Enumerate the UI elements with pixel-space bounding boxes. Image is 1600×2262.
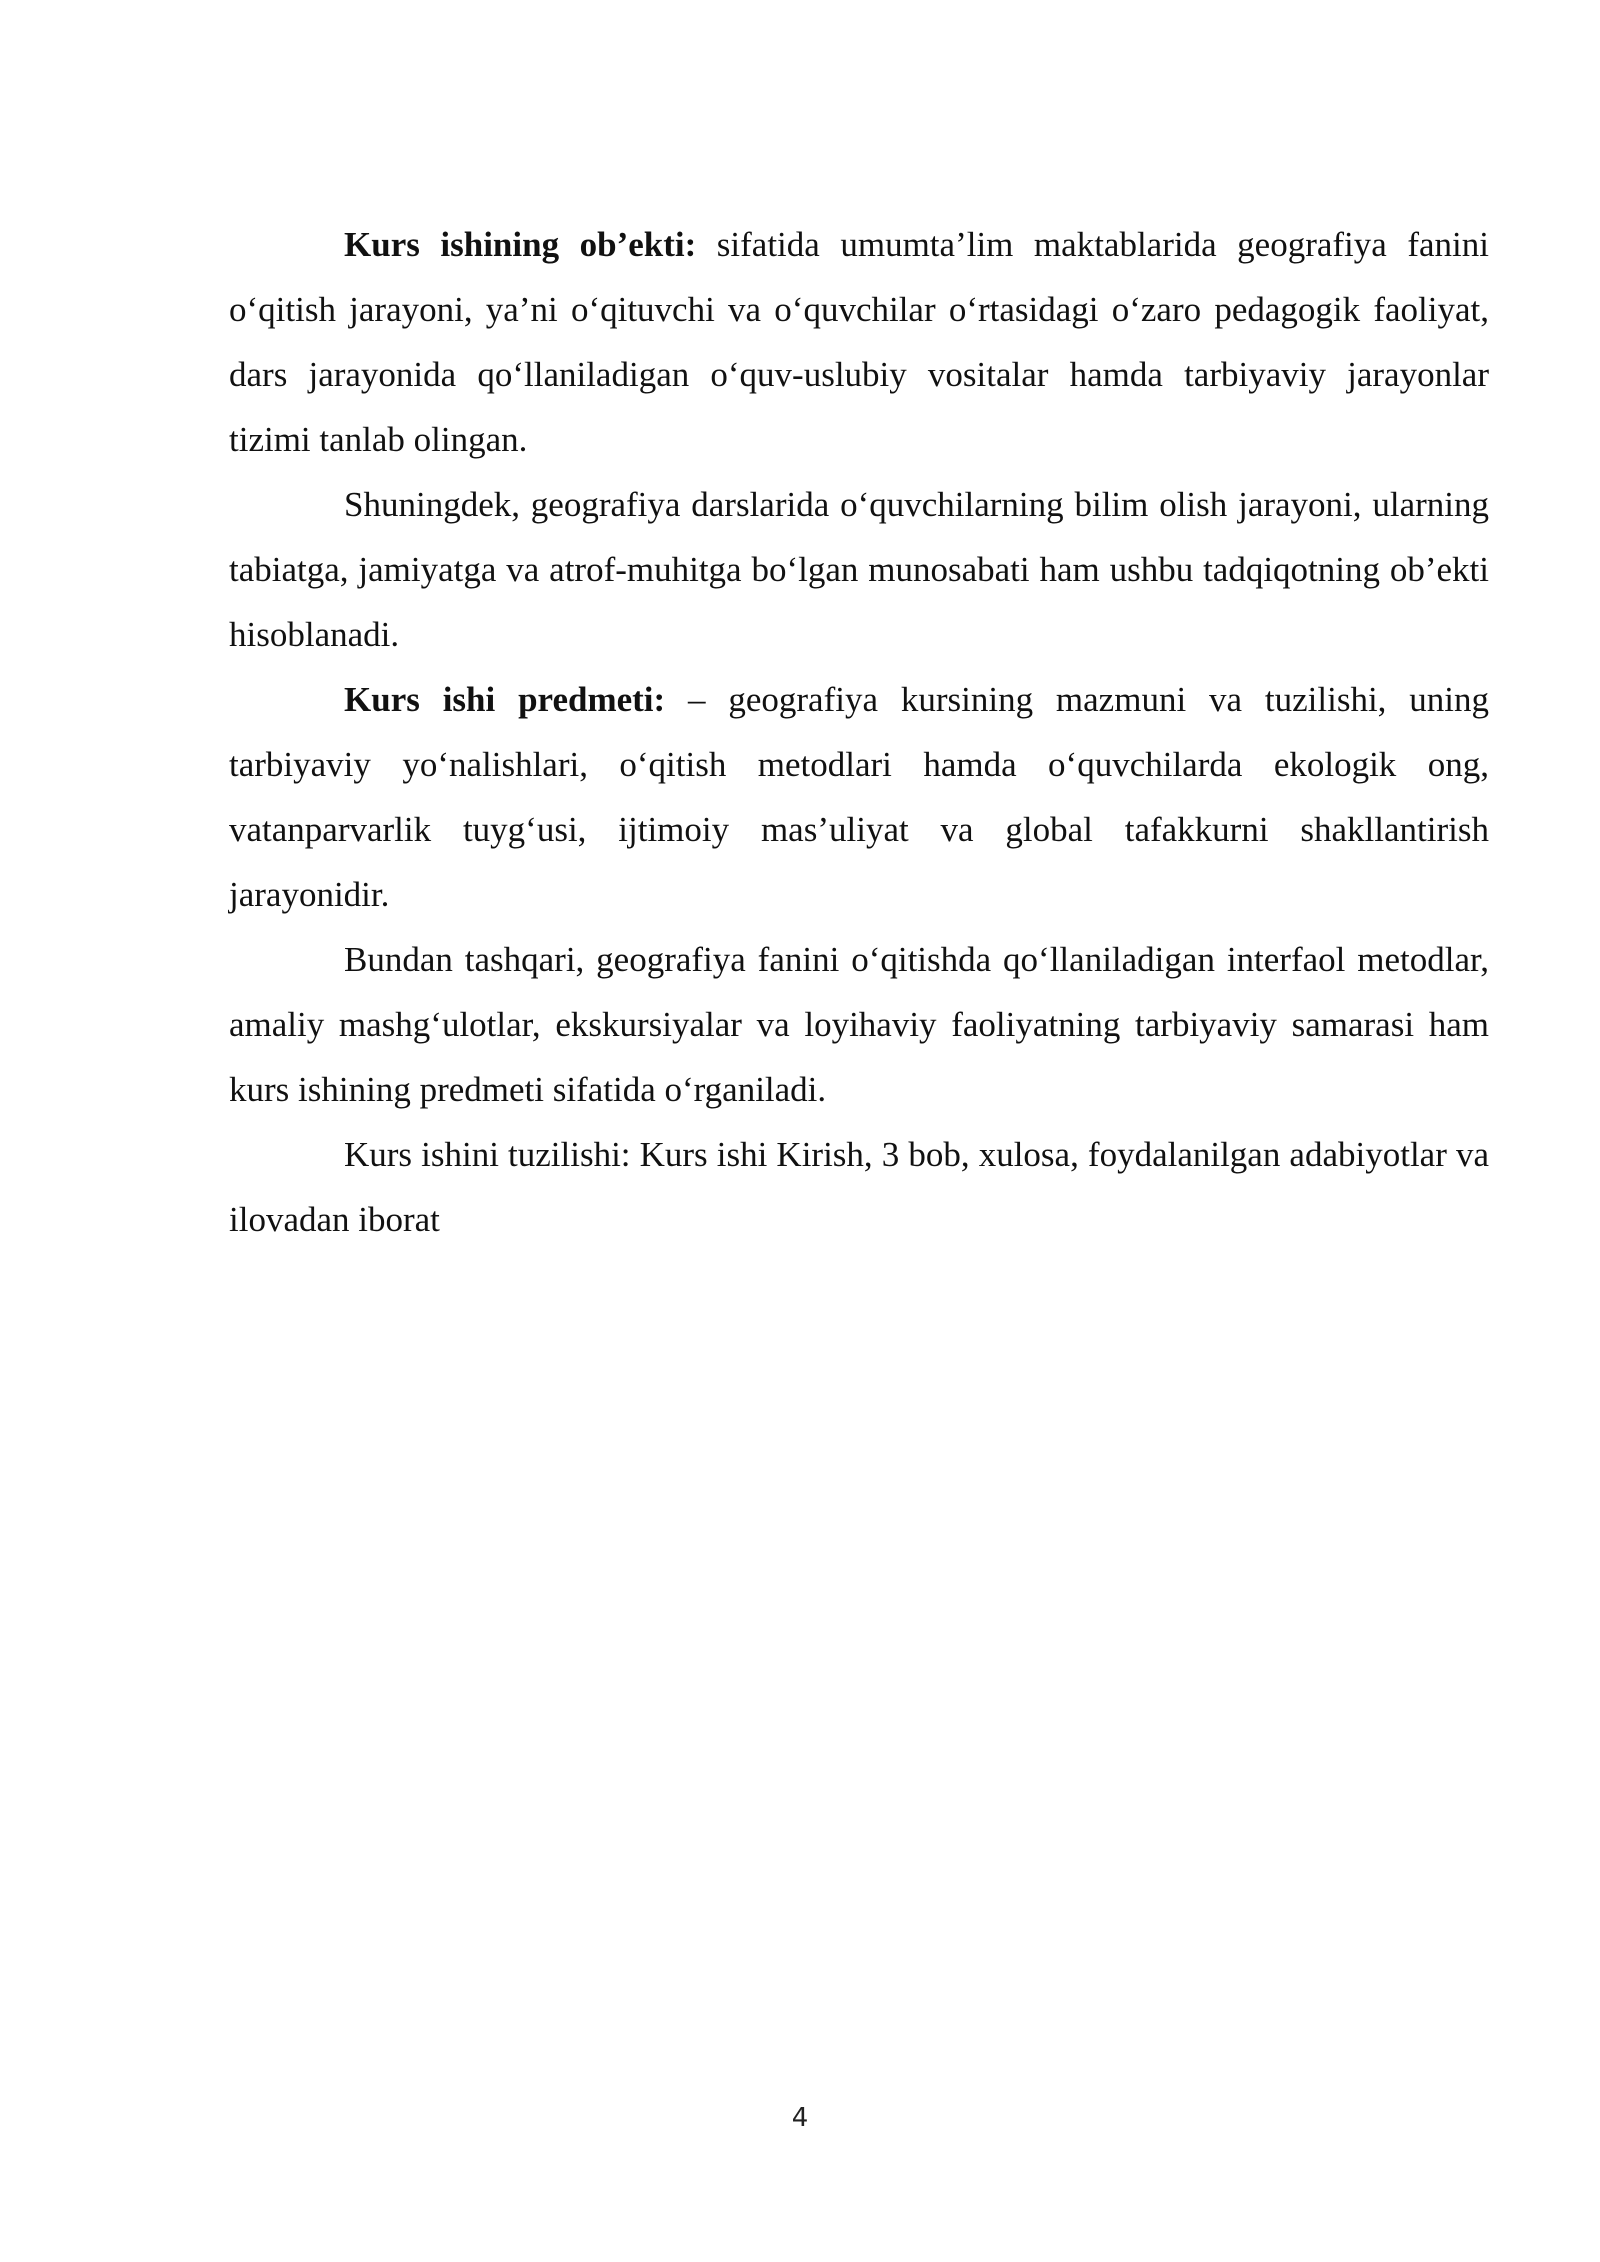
document-body bbox=[229, 212, 1489, 1252]
paragraph-object-heading: Kurs ishining ob’ekti: bbox=[344, 225, 697, 264]
paragraph-structure-text: Kurs ishini tuzilishi: Kurs ishi Kirish, 3 bob, xulosa, foydalanilgan adabiyotlar va ilovadan iborat bbox=[229, 1135, 1489, 1239]
paragraph-object bbox=[229, 212, 1489, 472]
paragraph-subject bbox=[229, 667, 1489, 927]
paragraph-subject-heading: Kurs ishi predmeti: bbox=[344, 680, 666, 719]
paragraph-structure bbox=[229, 1122, 1489, 1252]
paragraph-subject-continued bbox=[229, 927, 1489, 1122]
paragraph-subject-continued-text: Bundan tashqari, geografiya fanini o‘qitishda qo‘llaniladigan interfaol metodlar, amaliy mashg‘ulotlar, ekskursiyalar va loyihaviy faoliyatning tarbiyaviy samarasi ham kurs ishining predmeti sifatida o‘rganiladi. bbox=[229, 940, 1489, 1109]
paragraph-object-text: sifatida umumta’lim maktablarida geografiya fanini o‘qitish jarayoni, ya’ni o‘qituvchi va o‘quvchilar o‘rtasidagi o‘zaro pedagogik faoliyat, dars jarayonida qo‘llaniladigan o‘quv-uslubiy vositalar hamda tarbiyaviy jarayonlar tizimi tanlab olingan. bbox=[229, 225, 1489, 459]
paragraph-object-continued bbox=[229, 472, 1489, 667]
paragraph-subject-text: – geografiya kursining mazmuni va tuzilishi, uning tarbiyaviy yo‘nalishlari, o‘qitish metodlari hamda o‘quvchilarda ekologik ong, vatanparvarlik tuyg‘usi, ijtimoiy mas’uliyat va global tafakkurni shakllantirish jarayonidir. bbox=[229, 680, 1489, 914]
paragraph-object-continued-text: Shuningdek, geografiya darslarida o‘quvchilarning bilim olish jarayoni, ularning tabiatga, jamiyatga va atrof-muhitga bo‘lgan munosabati ham ushbu tadqiqotning ob’ekti hisoblanadi. bbox=[229, 485, 1489, 654]
page-number: 4 bbox=[791, 2103, 809, 2133]
